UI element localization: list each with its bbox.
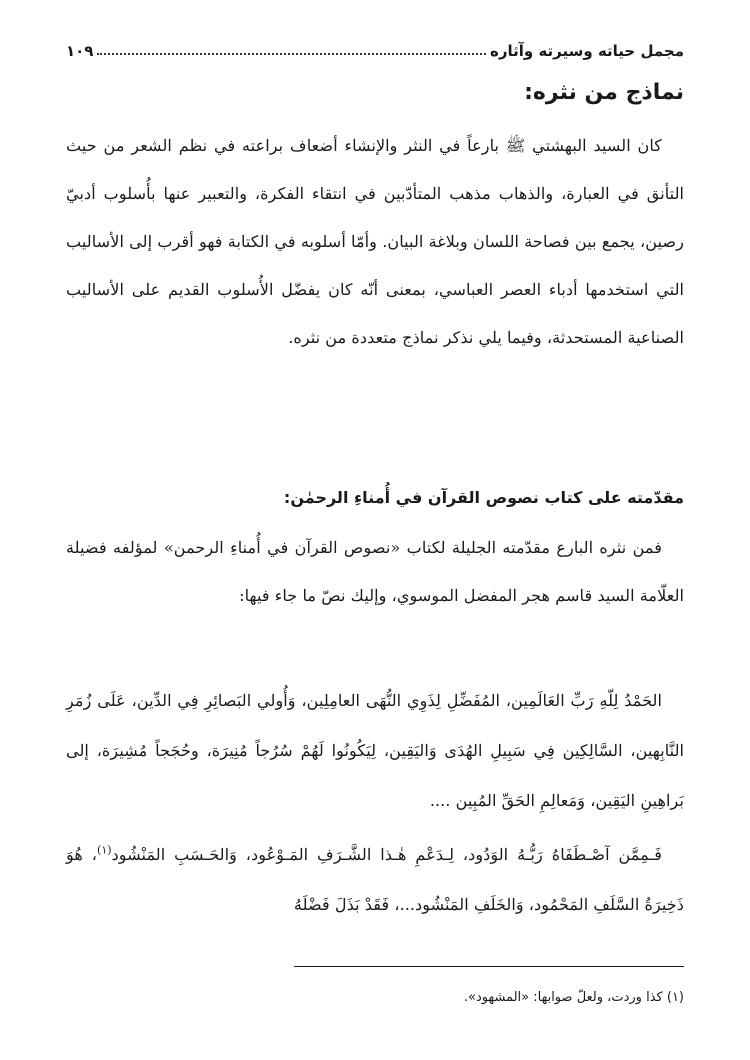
intro-paragraph-text: كان السيد البهشتي ﷺ بارعاً في النثر والإنشاء أضعاف براعته في نظم الشعر من حيث التأنق في العبارة، والذهاب مذهب المتأدّبين في انتقاء الفكرة، والتعبير عنها بأُسلوب أدبيّ رصين، يجمع بين فصاحة اللسان وبلاغة البيان. وأمّا أسلوبه في الكتابة فهو أقرب إلى الأساليب التي استخدمها أدباء العصر العباسي، بمعنى أنّه كان يفضّل الأُسلوب القديم على الأساليب الصناعية المستحدثة، وفيما يلي نذكر نماذج متعددة من نثره. (66, 136, 684, 347)
page-number: ١٠٩ (66, 42, 94, 60)
quote-paragraph-1-text: الحَمْدُ لِلّهِ رَبِّ العَالَمِين، المُفَضِّلِ لِذَوِي النُّهَى العامِلِين، وَأُولي البَصائِرِ فِي الدِّين، عَلَى زُمَرِ النَّابِهين، السَّالِكِين فِي سَبِيلِ الهُدَى وَاليَقِين، لِيَكُونُوا لَهُمْ سُرُجاً مُنِيرَة، وحُجَجاً مُشِيرَة، إلى بَراهِينِ اليَقِين، وَمَعالِمِ الحَقِّ المُبِين .... (66, 691, 684, 810)
quote-intro-paragraph (66, 524, 684, 620)
footnote-reference[interactable]: (١) (97, 843, 112, 857)
running-head (66, 34, 684, 60)
dot-leader (97, 53, 486, 55)
footnote-rule (294, 966, 684, 967)
section-heading: نماذج من نثره: (524, 80, 684, 105)
quote-paragraph-1 (66, 676, 684, 826)
quote-intro-text: فمن نثره البارع مقدّمته الجليلة لكتاب «نصوص القرآن في أُمناءِ الرحمن» لمؤلفه فضيلة العلّامة السيد قاسم هجر المفضل الموسوي، وإليك نصّ ما جاء فيها: (66, 538, 684, 605)
sub-heading: مقدّمته على كتاب نصوص القرآن في أُمناءِ الرحمٰن: (283, 488, 684, 507)
quote-paragraph-2-text-a: فَـمِمَّن آصْـطَفَاهُ رَبُّـهُ الوَدُود، لِـدَعْمِ هٰـذا الشَّـرَفِ المَـوْعُود، وَالحَـسَبِ المَنْشُود (111, 845, 662, 864)
quote-paragraph-2-text-b: ، هُوَ ذَخِيرَةُ السَّلَفِ المَحْمُود، وَالخَلَفِ المَنْشُود...، فَقَدْ بَذَلَ فَضْلَهُ (66, 845, 684, 914)
quote-paragraph-2 (66, 830, 684, 930)
running-head-title: مجمل حياته وسيرته وآثاره (490, 42, 684, 60)
footnote: (١) كذا وردت، ولعلّ صوابها: «المشهود». (463, 990, 684, 1005)
intro-paragraph (66, 122, 684, 362)
